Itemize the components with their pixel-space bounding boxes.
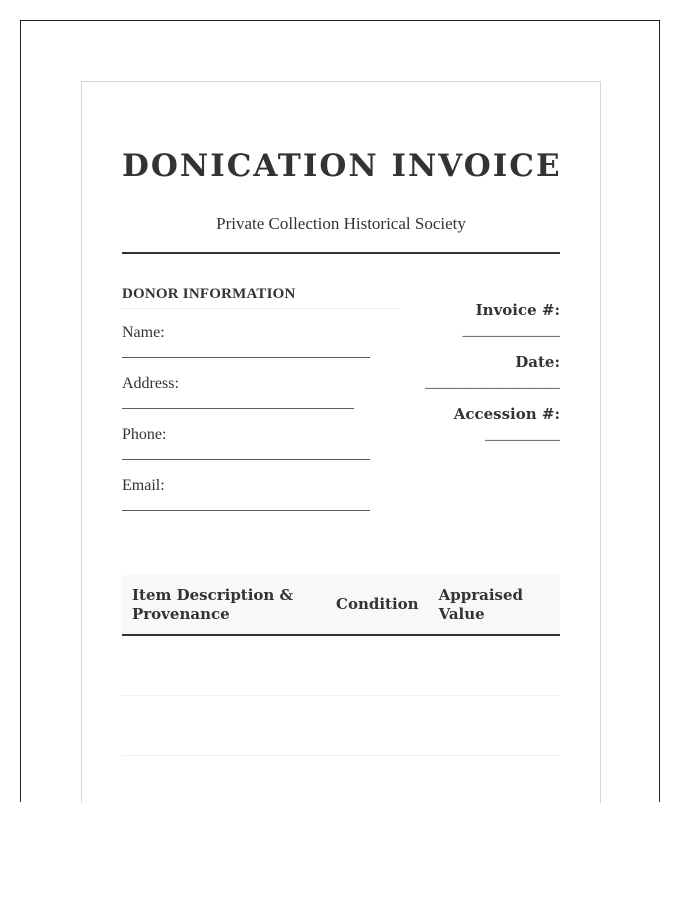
donor-email-field bbox=[122, 476, 400, 514]
donor-phone-label: Phone: bbox=[122, 426, 167, 443]
title-divider bbox=[122, 252, 560, 254]
column-header-condition: Condition bbox=[326, 575, 429, 635]
donor-email-label: Email: bbox=[122, 477, 165, 494]
invoice-number-blank[interactable]: _____________ bbox=[462, 323, 560, 339]
accession-number-field bbox=[360, 404, 560, 446]
table-cell-appraised-value[interactable] bbox=[429, 635, 560, 696]
column-header-description: Item Description & Provenance bbox=[122, 575, 326, 635]
donor-address-field bbox=[122, 374, 400, 412]
donor-information-section bbox=[122, 286, 400, 527]
donor-address-label: Address: bbox=[122, 375, 179, 392]
donor-email-blank[interactable]: _______________________________ bbox=[122, 496, 370, 513]
items-table-header-row bbox=[122, 575, 560, 635]
invoice-page bbox=[81, 81, 601, 803]
date-blank[interactable]: __________________ bbox=[425, 375, 560, 391]
donor-name-field bbox=[122, 323, 400, 361]
table-cell-condition[interactable] bbox=[326, 696, 429, 756]
items-table bbox=[122, 575, 560, 756]
accession-number-blank[interactable]: __________ bbox=[485, 427, 560, 443]
donor-name-blank[interactable]: _______________________________ bbox=[122, 343, 370, 360]
invoice-number-field bbox=[360, 300, 560, 342]
document-title: DONICATION INVOICE bbox=[122, 148, 562, 184]
donor-address-blank[interactable]: _____________________________ bbox=[122, 394, 354, 411]
date-field bbox=[360, 352, 560, 394]
invoice-number-label: Invoice #: bbox=[475, 301, 560, 319]
table-cell-condition[interactable] bbox=[326, 635, 429, 696]
date-label: Date: bbox=[515, 353, 560, 371]
donor-name-label: Name: bbox=[122, 324, 165, 341]
table-cell-appraised-value[interactable] bbox=[429, 696, 560, 756]
column-header-appraised-value: Appraised Value bbox=[429, 575, 560, 635]
invoice-meta-section bbox=[360, 300, 560, 456]
donor-information-heading: DONOR INFORMATION bbox=[122, 286, 400, 309]
donor-phone-field bbox=[122, 425, 400, 463]
donor-phone-blank[interactable]: _______________________________ bbox=[122, 445, 370, 462]
document-subtitle: Private Collection Historical Society bbox=[216, 214, 466, 233]
table-cell-description[interactable] bbox=[122, 635, 326, 696]
table-cell-description[interactable] bbox=[122, 696, 326, 756]
table-row bbox=[122, 696, 560, 756]
table-row bbox=[122, 635, 560, 696]
accession-number-label: Accession #: bbox=[453, 405, 560, 423]
